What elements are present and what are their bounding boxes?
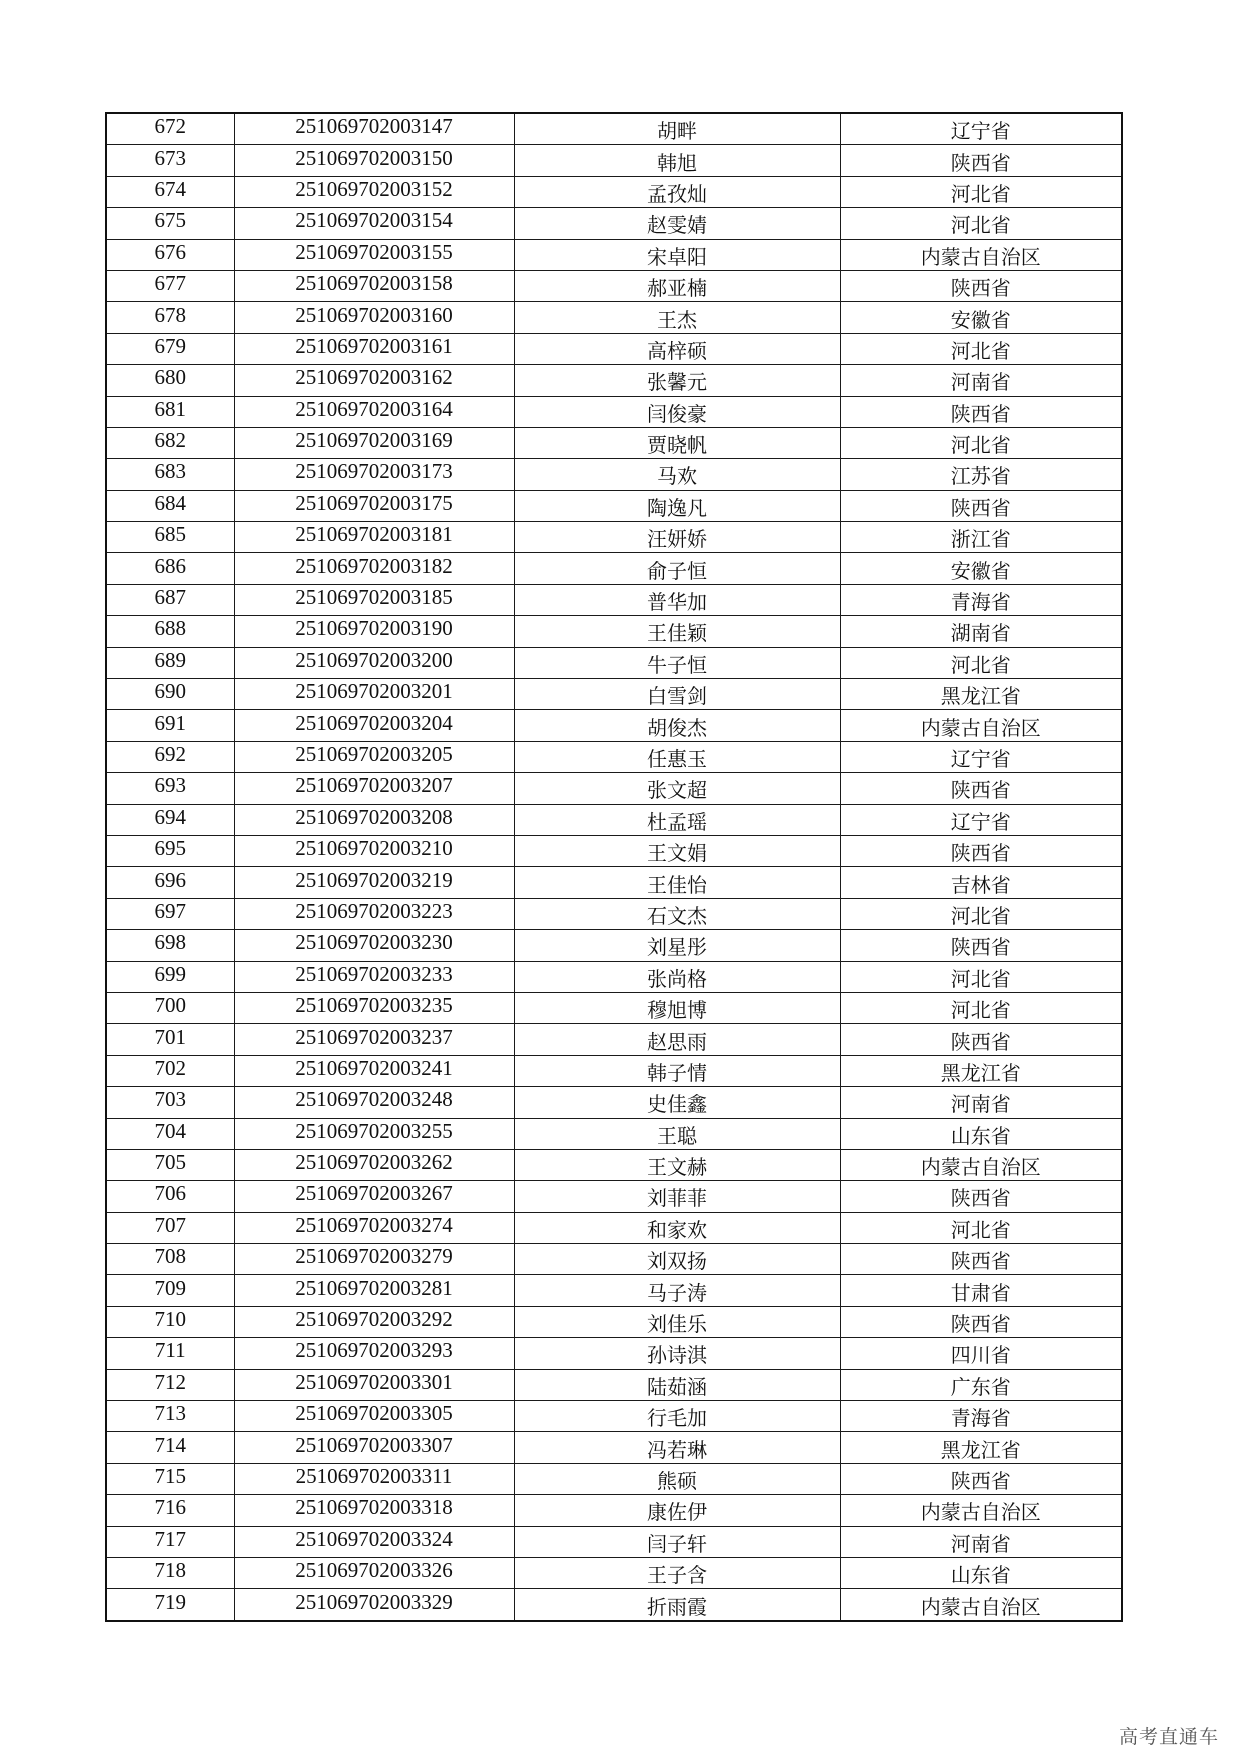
row-number-cell: 693 bbox=[106, 770, 234, 801]
table-row bbox=[106, 1024, 1122, 1055]
student-name-cell: 张文超 bbox=[514, 775, 840, 806]
table-row bbox=[106, 992, 1122, 1023]
candidate-id-cell: 251069702003237 bbox=[234, 1021, 514, 1052]
table-row bbox=[106, 1212, 1122, 1243]
province-cell: 河北省 bbox=[840, 335, 1122, 366]
row-number-cell: 711 bbox=[106, 1335, 234, 1366]
table-row bbox=[106, 522, 1122, 553]
student-name-cell: 闫子轩 bbox=[514, 1528, 840, 1559]
province-cell: 河北省 bbox=[840, 963, 1122, 994]
table-row bbox=[106, 1055, 1122, 1086]
row-number-cell: 707 bbox=[106, 1209, 234, 1240]
province-cell: 湖南省 bbox=[840, 618, 1122, 649]
province-cell: 陕西省 bbox=[840, 1183, 1122, 1214]
province-cell: 山东省 bbox=[840, 1120, 1122, 1151]
student-name-cell: 和家欢 bbox=[514, 1214, 840, 1245]
province-cell: 江苏省 bbox=[840, 461, 1122, 492]
student-name-cell: 王文娟 bbox=[514, 837, 840, 868]
student-name-cell: 刘星彤 bbox=[514, 932, 840, 963]
candidate-id-cell: 251069702003160 bbox=[234, 299, 514, 330]
table-row bbox=[106, 1432, 1122, 1463]
row-number-cell: 698 bbox=[106, 927, 234, 958]
row-number-cell: 675 bbox=[106, 205, 234, 236]
row-number-cell: 678 bbox=[106, 299, 234, 330]
candidate-id-cell: 251069702003233 bbox=[234, 958, 514, 989]
row-number-cell: 696 bbox=[106, 864, 234, 895]
row-number-cell: 687 bbox=[106, 581, 234, 612]
province-cell: 广东省 bbox=[840, 1371, 1122, 1402]
candidate-id-cell: 251069702003248 bbox=[234, 1084, 514, 1115]
row-number-cell: 703 bbox=[106, 1084, 234, 1115]
table-row bbox=[106, 427, 1122, 458]
row-number-cell: 695 bbox=[106, 832, 234, 863]
student-name-cell: 胡畔 bbox=[514, 115, 840, 147]
row-number-cell: 690 bbox=[106, 676, 234, 707]
table-row bbox=[106, 333, 1122, 364]
row-number-cell: 684 bbox=[106, 487, 234, 518]
row-number-cell: 719 bbox=[106, 1586, 234, 1618]
candidate-id-cell: 251069702003147 bbox=[234, 110, 514, 142]
student-name-cell: 牛子恒 bbox=[514, 649, 840, 680]
row-number-cell: 709 bbox=[106, 1272, 234, 1303]
table-row bbox=[106, 459, 1122, 490]
candidate-id-cell: 251069702003219 bbox=[234, 864, 514, 895]
table-row bbox=[106, 930, 1122, 961]
candidate-id-cell: 251069702003154 bbox=[234, 205, 514, 236]
row-number-cell: 714 bbox=[106, 1429, 234, 1460]
table-row bbox=[106, 365, 1122, 396]
student-name-cell: 俞子恒 bbox=[514, 555, 840, 586]
table-row bbox=[106, 867, 1122, 898]
student-name-cell: 王子含 bbox=[514, 1559, 840, 1590]
row-number-cell: 673 bbox=[106, 142, 234, 173]
table-row bbox=[106, 1589, 1122, 1621]
province-cell: 陕西省 bbox=[840, 272, 1122, 303]
province-cell: 内蒙古自治区 bbox=[840, 1151, 1122, 1182]
student-name-cell: 刘佳乐 bbox=[514, 1308, 840, 1339]
candidate-id-cell: 251069702003279 bbox=[234, 1241, 514, 1272]
candidate-id-cell: 251069702003175 bbox=[234, 487, 514, 518]
candidate-id-cell: 251069702003161 bbox=[234, 330, 514, 361]
candidate-id-cell: 251069702003329 bbox=[234, 1586, 514, 1618]
candidate-id-cell: 251069702003210 bbox=[234, 832, 514, 863]
candidate-id-cell: 251069702003241 bbox=[234, 1052, 514, 1083]
student-name-cell: 陶逸凡 bbox=[514, 492, 840, 523]
table-row bbox=[106, 1244, 1122, 1275]
student-name-cell: 贾晓帆 bbox=[514, 429, 840, 460]
table-row bbox=[106, 270, 1122, 301]
row-number-cell: 708 bbox=[106, 1241, 234, 1272]
row-number-cell: 688 bbox=[106, 613, 234, 644]
candidate-id-cell: 251069702003205 bbox=[234, 738, 514, 769]
row-number-cell: 705 bbox=[106, 1146, 234, 1177]
row-number-cell: 683 bbox=[106, 456, 234, 487]
province-cell: 河南省 bbox=[840, 1528, 1122, 1559]
row-number-cell: 715 bbox=[106, 1460, 234, 1491]
row-number-cell: 680 bbox=[106, 362, 234, 393]
province-cell: 安徽省 bbox=[840, 555, 1122, 586]
candidate-id-cell: 251069702003204 bbox=[234, 707, 514, 738]
table-row bbox=[106, 490, 1122, 521]
row-number-cell: 689 bbox=[106, 644, 234, 675]
table-row bbox=[106, 1149, 1122, 1180]
student-name-cell: 孟孜灿 bbox=[514, 178, 840, 209]
province-cell: 陕西省 bbox=[840, 147, 1122, 178]
student-name-cell: 宋卓阳 bbox=[514, 241, 840, 272]
province-cell: 陕西省 bbox=[840, 1465, 1122, 1496]
province-cell: 陕西省 bbox=[840, 775, 1122, 806]
table-row bbox=[106, 1087, 1122, 1118]
province-cell: 山东省 bbox=[840, 1559, 1122, 1590]
row-number-cell: 704 bbox=[106, 1115, 234, 1146]
student-name-cell: 穆旭博 bbox=[514, 994, 840, 1025]
row-number-cell: 691 bbox=[106, 707, 234, 738]
province-cell: 内蒙古自治区 bbox=[840, 712, 1122, 743]
student-name-cell: 刘双扬 bbox=[514, 1246, 840, 1277]
student-name-cell: 赵雯婧 bbox=[514, 210, 840, 241]
province-cell: 陕西省 bbox=[840, 1026, 1122, 1057]
student-name-cell: 王聪 bbox=[514, 1120, 840, 1151]
student-name-cell: 王佳颖 bbox=[514, 618, 840, 649]
province-cell: 浙江省 bbox=[840, 524, 1122, 555]
row-number-cell: 685 bbox=[106, 519, 234, 550]
candidate-id-cell: 251069702003255 bbox=[234, 1115, 514, 1146]
candidate-id-cell: 251069702003208 bbox=[234, 801, 514, 832]
row-number-cell: 699 bbox=[106, 958, 234, 989]
province-cell: 河北省 bbox=[840, 900, 1122, 931]
table-row bbox=[106, 1495, 1122, 1526]
province-cell: 内蒙古自治区 bbox=[840, 1591, 1122, 1623]
table-row bbox=[106, 898, 1122, 929]
row-number-cell: 712 bbox=[106, 1366, 234, 1397]
row-number-cell: 702 bbox=[106, 1052, 234, 1083]
table-row bbox=[106, 616, 1122, 647]
province-cell: 河北省 bbox=[840, 210, 1122, 241]
table-row bbox=[106, 1463, 1122, 1494]
student-name-cell: 韩子情 bbox=[514, 1057, 840, 1088]
student-name-cell: 马子涛 bbox=[514, 1277, 840, 1308]
row-number-cell: 686 bbox=[106, 550, 234, 581]
province-cell: 辽宁省 bbox=[840, 806, 1122, 837]
province-cell: 河南省 bbox=[840, 1089, 1122, 1120]
table-row bbox=[106, 396, 1122, 427]
row-number-cell: 692 bbox=[106, 738, 234, 769]
student-name-cell: 白雪剑 bbox=[514, 681, 840, 712]
province-cell: 陕西省 bbox=[840, 398, 1122, 429]
row-number-cell: 717 bbox=[106, 1523, 234, 1554]
student-name-cell: 王佳怡 bbox=[514, 869, 840, 900]
row-number-cell: 713 bbox=[106, 1398, 234, 1429]
row-number-cell: 706 bbox=[106, 1178, 234, 1209]
admission-roster-table bbox=[105, 112, 1123, 1622]
province-cell: 吉林省 bbox=[840, 869, 1122, 900]
candidate-id-cell: 251069702003182 bbox=[234, 550, 514, 581]
source-watermark: 高考直通车 bbox=[1118, 1726, 1219, 1748]
roster-table-body bbox=[106, 113, 1122, 1621]
row-number-cell: 674 bbox=[106, 173, 234, 204]
table-row bbox=[106, 302, 1122, 333]
province-cell: 辽宁省 bbox=[840, 743, 1122, 774]
candidate-id-cell: 251069702003150 bbox=[234, 142, 514, 173]
table-row bbox=[106, 113, 1122, 145]
student-name-cell: 闫俊豪 bbox=[514, 398, 840, 429]
candidate-id-cell: 251069702003311 bbox=[234, 1460, 514, 1491]
province-cell: 河南省 bbox=[840, 367, 1122, 398]
table-row bbox=[106, 647, 1122, 678]
table-row bbox=[106, 1306, 1122, 1337]
table-row bbox=[106, 773, 1122, 804]
student-name-cell: 汪妍娇 bbox=[514, 524, 840, 555]
table-row bbox=[106, 239, 1122, 270]
candidate-id-cell: 251069702003307 bbox=[234, 1429, 514, 1460]
student-name-cell: 杜孟瑶 bbox=[514, 806, 840, 837]
candidate-id-cell: 251069702003326 bbox=[234, 1554, 514, 1585]
student-name-cell: 任惠玉 bbox=[514, 743, 840, 774]
candidate-id-cell: 251069702003152 bbox=[234, 173, 514, 204]
row-number-cell: 677 bbox=[106, 267, 234, 298]
student-name-cell: 张尚格 bbox=[514, 963, 840, 994]
row-number-cell: 716 bbox=[106, 1492, 234, 1523]
student-name-cell: 王文赫 bbox=[514, 1151, 840, 1182]
candidate-id-cell: 251069702003274 bbox=[234, 1209, 514, 1240]
province-cell: 河北省 bbox=[840, 994, 1122, 1025]
province-cell: 陕西省 bbox=[840, 1308, 1122, 1339]
province-cell: 四川省 bbox=[840, 1340, 1122, 1371]
table-row bbox=[106, 1557, 1122, 1588]
student-name-cell: 赵思雨 bbox=[514, 1026, 840, 1057]
student-name-cell: 孙诗淇 bbox=[514, 1340, 840, 1371]
student-name-cell: 折雨霞 bbox=[514, 1591, 840, 1623]
student-name-cell: 马欢 bbox=[514, 461, 840, 492]
candidate-id-cell: 251069702003281 bbox=[234, 1272, 514, 1303]
row-number-cell: 700 bbox=[106, 989, 234, 1020]
candidate-id-cell: 251069702003230 bbox=[234, 927, 514, 958]
student-name-cell: 张馨元 bbox=[514, 367, 840, 398]
student-name-cell: 郝亚楠 bbox=[514, 272, 840, 303]
candidate-id-cell: 251069702003169 bbox=[234, 424, 514, 455]
province-cell: 青海省 bbox=[840, 1403, 1122, 1434]
candidate-id-cell: 251069702003200 bbox=[234, 644, 514, 675]
table-row bbox=[106, 804, 1122, 835]
student-name-cell: 王杰 bbox=[514, 304, 840, 335]
candidate-id-cell: 251069702003262 bbox=[234, 1146, 514, 1177]
document-page bbox=[105, 112, 1121, 1622]
province-cell: 黑龙江省 bbox=[840, 1057, 1122, 1088]
candidate-id-cell: 251069702003318 bbox=[234, 1492, 514, 1523]
student-name-cell: 高梓硕 bbox=[514, 335, 840, 366]
row-number-cell: 694 bbox=[106, 801, 234, 832]
student-name-cell: 石文杰 bbox=[514, 900, 840, 931]
student-name-cell: 行毛加 bbox=[514, 1403, 840, 1434]
row-number-cell: 701 bbox=[106, 1021, 234, 1052]
candidate-id-cell: 251069702003324 bbox=[234, 1523, 514, 1554]
candidate-id-cell: 251069702003207 bbox=[234, 770, 514, 801]
student-name-cell: 熊硕 bbox=[514, 1465, 840, 1496]
candidate-id-cell: 251069702003201 bbox=[234, 676, 514, 707]
table-row bbox=[106, 835, 1122, 866]
table-row bbox=[106, 176, 1122, 207]
table-row bbox=[106, 553, 1122, 584]
candidate-id-cell: 251069702003223 bbox=[234, 895, 514, 926]
province-cell: 黑龙江省 bbox=[840, 681, 1122, 712]
table-row bbox=[106, 710, 1122, 741]
row-number-cell: 697 bbox=[106, 895, 234, 926]
province-cell: 甘肃省 bbox=[840, 1277, 1122, 1308]
candidate-id-cell: 251069702003164 bbox=[234, 393, 514, 424]
province-cell: 河北省 bbox=[840, 178, 1122, 209]
province-cell: 辽宁省 bbox=[840, 115, 1122, 147]
student-name-cell: 陆茹涵 bbox=[514, 1371, 840, 1402]
candidate-id-cell: 251069702003155 bbox=[234, 236, 514, 267]
student-name-cell: 史佳鑫 bbox=[514, 1089, 840, 1120]
student-name-cell: 康佐伊 bbox=[514, 1497, 840, 1528]
student-name-cell: 冯若琳 bbox=[514, 1434, 840, 1465]
table-row bbox=[106, 1338, 1122, 1369]
province-cell: 河北省 bbox=[840, 649, 1122, 680]
student-name-cell: 韩旭 bbox=[514, 147, 840, 178]
candidate-id-cell: 251069702003181 bbox=[234, 519, 514, 550]
candidate-id-cell: 251069702003190 bbox=[234, 613, 514, 644]
table-row bbox=[106, 1118, 1122, 1149]
table-row bbox=[106, 208, 1122, 239]
table-row bbox=[106, 145, 1122, 176]
table-row bbox=[106, 1275, 1122, 1306]
candidate-id-cell: 251069702003293 bbox=[234, 1335, 514, 1366]
row-number-cell: 682 bbox=[106, 424, 234, 455]
row-number-cell: 672 bbox=[106, 110, 234, 142]
province-cell: 安徽省 bbox=[840, 304, 1122, 335]
table-row bbox=[106, 961, 1122, 992]
province-cell: 陕西省 bbox=[840, 837, 1122, 868]
province-cell: 河北省 bbox=[840, 1214, 1122, 1245]
candidate-id-cell: 251069702003235 bbox=[234, 989, 514, 1020]
province-cell: 陕西省 bbox=[840, 1246, 1122, 1277]
student-name-cell: 胡俊杰 bbox=[514, 712, 840, 743]
row-number-cell: 710 bbox=[106, 1303, 234, 1334]
candidate-id-cell: 251069702003185 bbox=[234, 581, 514, 612]
row-number-cell: 676 bbox=[106, 236, 234, 267]
province-cell: 内蒙古自治区 bbox=[840, 1497, 1122, 1528]
province-cell: 陕西省 bbox=[840, 492, 1122, 523]
table-row bbox=[106, 1181, 1122, 1212]
row-number-cell: 718 bbox=[106, 1554, 234, 1585]
province-cell: 河北省 bbox=[840, 429, 1122, 460]
table-row bbox=[106, 584, 1122, 615]
candidate-id-cell: 251069702003173 bbox=[234, 456, 514, 487]
province-cell: 内蒙古自治区 bbox=[840, 241, 1122, 272]
candidate-id-cell: 251069702003292 bbox=[234, 1303, 514, 1334]
province-cell: 陕西省 bbox=[840, 932, 1122, 963]
candidate-id-cell: 251069702003301 bbox=[234, 1366, 514, 1397]
province-cell: 青海省 bbox=[840, 586, 1122, 617]
candidate-id-cell: 251069702003158 bbox=[234, 267, 514, 298]
table-row bbox=[106, 1526, 1122, 1557]
candidate-id-cell: 251069702003305 bbox=[234, 1398, 514, 1429]
table-row bbox=[106, 1369, 1122, 1400]
student-name-cell: 普华加 bbox=[514, 586, 840, 617]
student-name-cell: 刘菲菲 bbox=[514, 1183, 840, 1214]
candidate-id-cell: 251069702003267 bbox=[234, 1178, 514, 1209]
province-cell: 黑龙江省 bbox=[840, 1434, 1122, 1465]
row-number-cell: 681 bbox=[106, 393, 234, 424]
table-row bbox=[106, 1401, 1122, 1432]
table-row bbox=[106, 741, 1122, 772]
row-number-cell: 679 bbox=[106, 330, 234, 361]
table-row bbox=[106, 679, 1122, 710]
candidate-id-cell: 251069702003162 bbox=[234, 362, 514, 393]
